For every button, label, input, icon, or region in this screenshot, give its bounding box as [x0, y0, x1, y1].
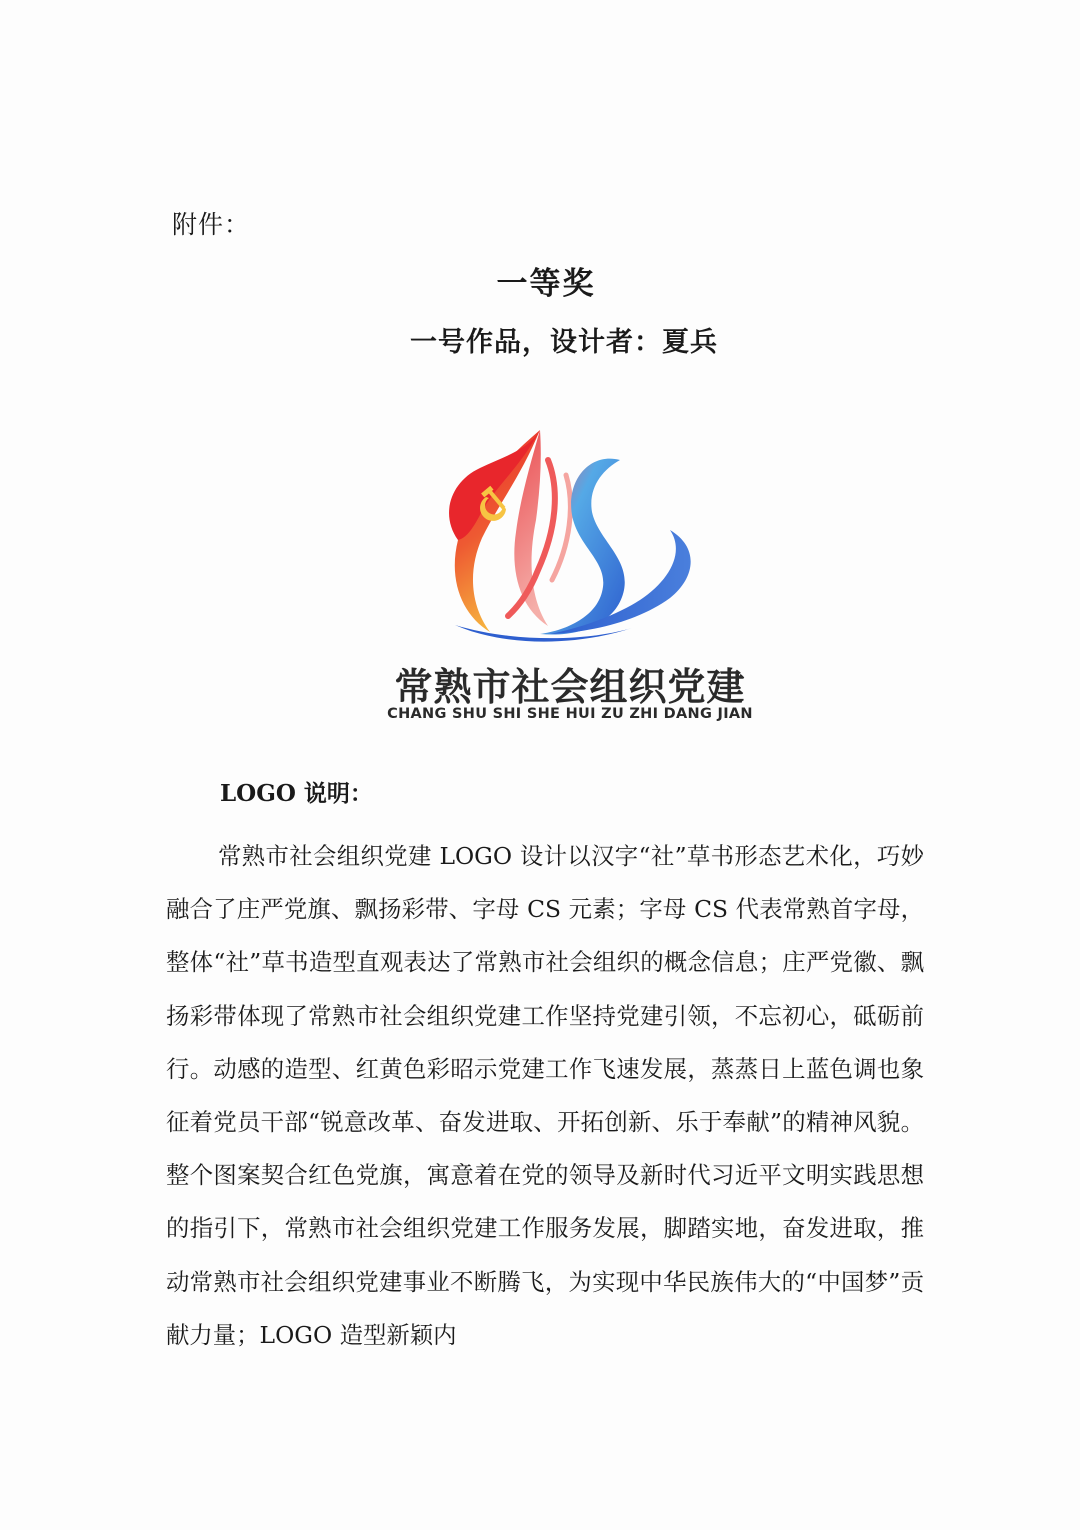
logo-pinyin-name: CHANG SHU SHI SHE HUI ZU ZHI DANG JIAN — [387, 706, 753, 722]
attachment-label: 附件： — [172, 210, 251, 239]
logo-chinese-name: 常熟市社会组织党建 — [394, 665, 746, 709]
logo-graphic-icon — [370, 420, 770, 660]
party-building-logo — [370, 420, 770, 740]
logo-description-heading: LOGO 说明： — [220, 780, 373, 807]
work-subtitle: 一号作品，设计者：夏兵 — [410, 327, 718, 358]
award-title: 一等奖 — [496, 266, 596, 302]
logo-description-paragraph: 常熟市社会组织党建 LOGO 设计以汉字“社”草书形态艺术化，巧妙融合了庄严党旗、飘扬彩带、字母 CS 元素；字母 CS 代表常熟首字母，整体“社”草书造型直观表达了常熟市社会组织的概念信息；庄严党徽、飘扬彩带体现了常熟市社会组织党建工作坚持党建引领，不忘初心，砥砺前行。动感的造型、红黄色彩昭示党建工作飞速发展，蒸蒸日上蓝色调也象征着党员干部“锐意改革、奋发进取、开拓创新、乐于奉献”的精神风貌。整个图案契合红色党旗，寓意着在党的领导及新时代习近平文明实践思想的指引下，常熟市社会组织党建工作服务发展，脚踏实地，奋发进取，推动常熟市社会组织党建事业不断腾飞，为实现中华民族伟大的“中国梦”贡献力量；LOGO 造型新颖内 — [166, 842, 924, 1349]
